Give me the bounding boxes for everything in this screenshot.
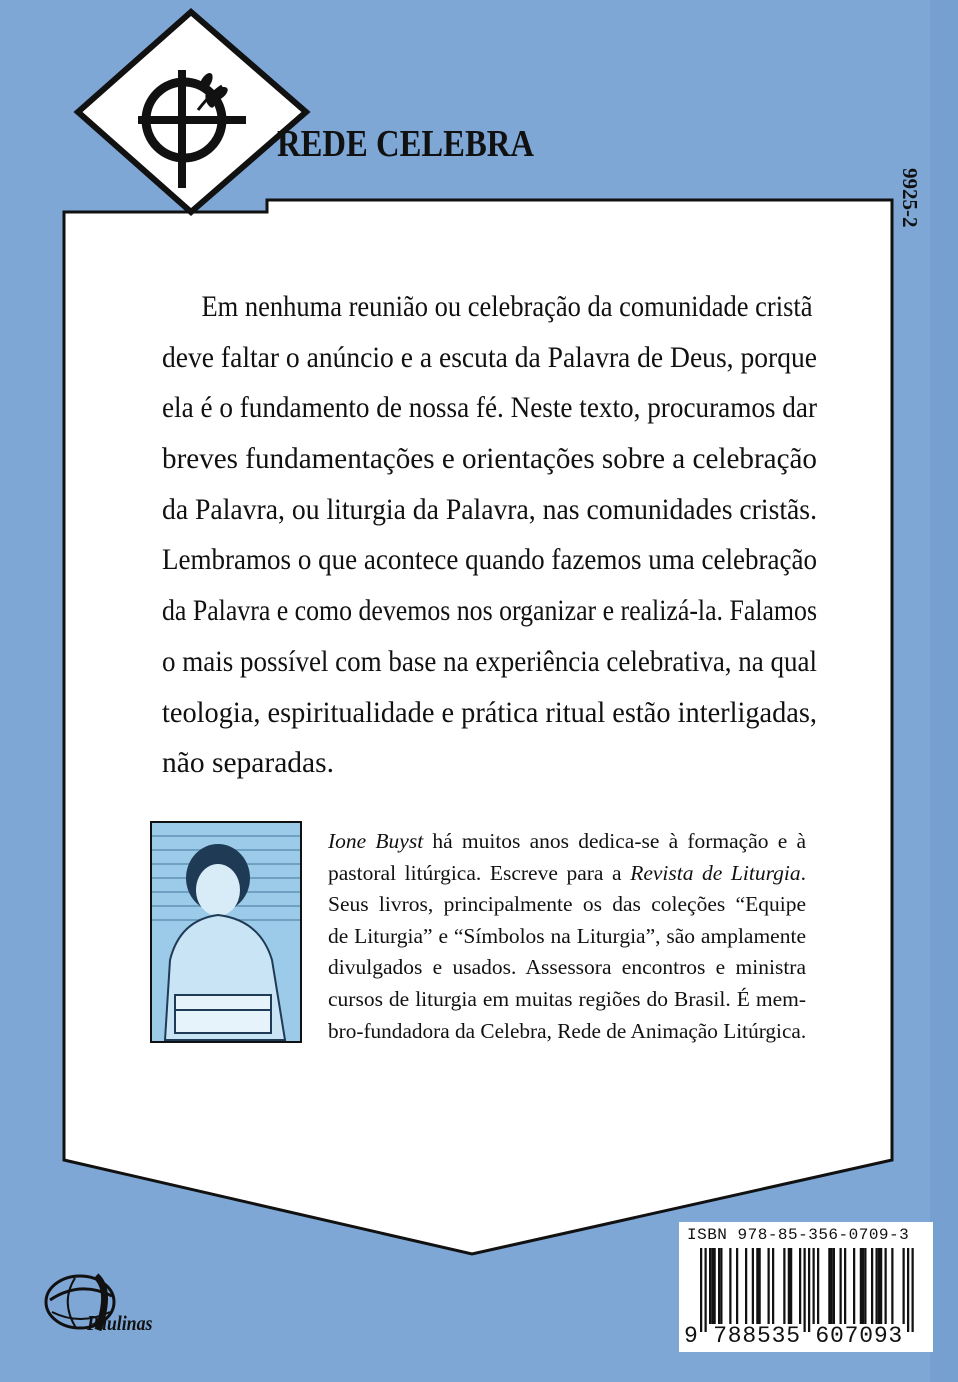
barcode-bar (799, 1248, 801, 1324)
description-line: ela é o fundamento de nossa fé. Neste texto, procuramos dar (162, 392, 817, 425)
barcode-bar (878, 1248, 880, 1324)
barcode-bar (808, 1248, 810, 1332)
barcode-bar (885, 1248, 887, 1324)
barcode-bar (831, 1248, 833, 1324)
barcode-bar (871, 1248, 873, 1324)
barcode-bar (783, 1248, 785, 1324)
description-line: não separadas. (162, 747, 335, 780)
barcode-bar (720, 1248, 722, 1324)
bio-italic-text: Revista de Liturgia (630, 860, 801, 885)
barcode-bar (736, 1248, 738, 1324)
barcode-bar (903, 1248, 905, 1324)
barcode-bar (714, 1248, 716, 1324)
ean-digits: 9 788535 607093 (684, 1323, 904, 1349)
barcode-bar (907, 1248, 909, 1332)
bio-text: bro-fundadora da Celebra, Rede de Animação Litúrgica. (328, 1018, 807, 1043)
barcode-bar (860, 1248, 862, 1324)
bio-text: cursos de liturgia em muitas regiões do Brasil. É mem- (328, 986, 806, 1011)
barcode-bar (752, 1248, 754, 1324)
description-line: Lembramos o que acontece quando fazemos uma celebração (162, 544, 817, 577)
bio-text: pastoral litúrgica. Escreve para a (328, 860, 631, 885)
barcode-bar (880, 1248, 882, 1324)
description-line: deve faltar o anúncio e a escuta da Palavra de Deus, porque (162, 341, 817, 374)
bio-text: de Liturgia” e “Símbolos na Liturgia”, são amplamente (328, 923, 806, 948)
series-name: REDE CELEBRA (277, 123, 534, 165)
barcode-bar (862, 1248, 864, 1324)
barcode-bar (718, 1248, 720, 1324)
isbn-label: ISBN 978-85-356-0709-3 (687, 1226, 910, 1244)
bio-italic-text: Ione Buyst (328, 829, 424, 853)
description-line: Em nenhuma reunião ou celebração da comunidade cristã (201, 291, 813, 323)
barcode-bar (768, 1248, 770, 1324)
barcode-bar (729, 1248, 731, 1324)
barcode-bar (711, 1248, 713, 1324)
barcode-bar (700, 1248, 702, 1332)
description-line: da Palavra e como devemos nos organizar e realizá-la. Falamos (162, 595, 817, 628)
barcode-bar (817, 1248, 819, 1324)
barcode-bar (912, 1248, 914, 1332)
barcode-bar (813, 1248, 815, 1324)
barcode-bar (772, 1248, 774, 1324)
publisher-name: Paulinas (87, 1311, 153, 1335)
description-line: breves fundamentações e orientações sobre a celebração (162, 443, 817, 476)
description-line: da Palavra, ou liturgia da Palavra, nas comunidades cristãs. (162, 493, 817, 526)
barcode-bar (853, 1248, 855, 1324)
barcode-bar (891, 1248, 893, 1324)
bio-text: . (800, 860, 806, 885)
barcode-bar (756, 1248, 758, 1324)
barcode-bar (844, 1248, 846, 1324)
barcode-bar (876, 1248, 878, 1324)
description-line: o mais possível com base na experiência celebrativa, na qual (162, 645, 817, 678)
bio-text: divulgados e usados. Assessora encontros e ministra (328, 955, 806, 980)
barcode-bar (840, 1248, 842, 1324)
barcode-bar (709, 1248, 711, 1324)
barcode-bar (745, 1248, 747, 1324)
barcode-bar (828, 1248, 830, 1324)
barcode-bar (705, 1248, 707, 1332)
bio-text: Seus livros, principalmente os das coleções “Equipe (328, 892, 806, 917)
spine-code: 9925-2 (898, 168, 922, 228)
barcode-bar (790, 1248, 792, 1324)
barcode-bar (759, 1248, 761, 1324)
barcode-bar (833, 1248, 835, 1324)
barcode-bar (788, 1248, 790, 1324)
bio-text: há muitos anos dedica-se à formação e à (423, 829, 806, 853)
barcode-bar (864, 1248, 866, 1324)
barcode-bar (804, 1248, 806, 1332)
description-line: teologia, espiritualidade e prática ritual estão interligadas, (162, 696, 817, 729)
